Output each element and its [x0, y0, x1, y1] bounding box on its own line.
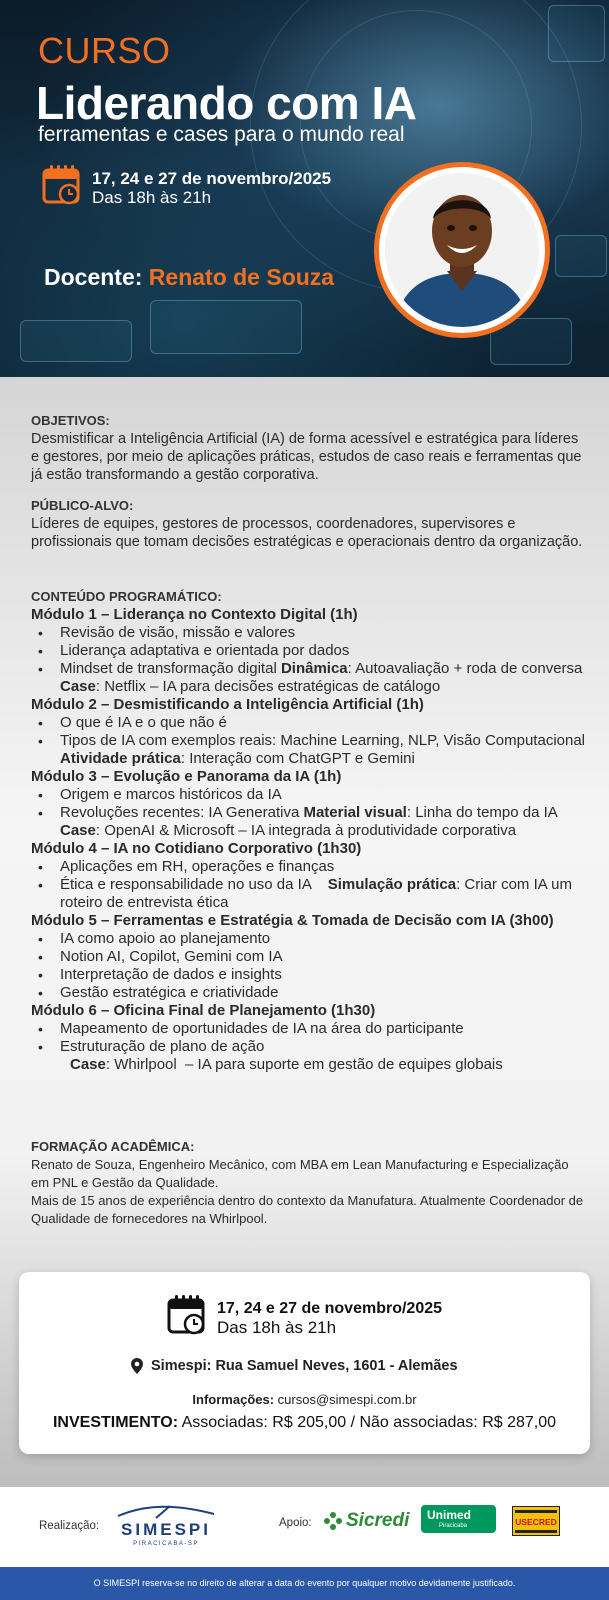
list-item: • O que é IA e o que não é [60, 714, 587, 732]
list-item: • Tipos de IA com exemplos reais: Machine Learning, NLP, Visão Computacional Atividade prática: Interação com ChatGPT e Gemini [60, 732, 587, 768]
docente-name: Renato de Souza [148, 264, 335, 290]
hero-date-text: 17, 24 e 27 de novembro/2025 [92, 168, 332, 188]
simespi-subtitle: PIRACICABA-SP [133, 1541, 199, 1547]
simespi-wordmark: SIMESPI [121, 1520, 211, 1539]
list-item: • Interpretação de dados e insights [60, 966, 587, 984]
unimed-logo [421, 1505, 496, 1533]
sponsors-footer [0, 1487, 609, 1567]
course-kicker: CURSO [38, 30, 171, 71]
list-item: • Mapeamento de oportunidades de IA na área do participante [60, 1020, 587, 1038]
module-title: Módulo 4 – IA no Cotidiano Corporativo (1h30) [31, 840, 362, 857]
tech-panel-decoration [555, 235, 607, 277]
objetivos-heading: OBJETIVOS: [31, 413, 110, 428]
module-title: Módulo 3 – Evolução e Panorama da IA (1h) [31, 768, 342, 785]
investment-prices: Associadas: R$ 205,00 / Não associadas: R$ 287,00 [178, 1414, 557, 1431]
instructor-portrait [385, 173, 539, 327]
list-item: • Notion AI, Copilot, Gemini com IA [60, 948, 587, 966]
unimed-wordmark: Unimed [427, 1508, 472, 1522]
conteudo-section [31, 588, 587, 1074]
module-title: Módulo 2 – Desmistificando a Inteligência Artificial (1h) [31, 696, 424, 713]
list-item: • Ética e responsabilidade no uso da IA Simulação prática: Criar com IA um roteiro de entrevista ética [60, 876, 587, 912]
docente-line [44, 264, 334, 291]
usecred-wordmark: USECRED [515, 1517, 557, 1527]
sicredi-flower-icon [323, 1511, 343, 1531]
simespi-logo [116, 1502, 216, 1552]
usecred-stripe [515, 1530, 557, 1533]
course-subtitle: ferramentas e cases para o mundo real [38, 123, 405, 146]
list-item: • Liderança adaptativa e orientada por dados [60, 642, 587, 660]
card-date-block [167, 1294, 442, 1341]
card-time-text: Das 18h às 21h [217, 1317, 337, 1337]
module-items [31, 858, 587, 912]
list-item: • IA como apoio ao planejamento [60, 930, 587, 948]
address-text: Simespi: Rua Samuel Neves, 1601 - Alemães [151, 1358, 458, 1374]
module-items [31, 624, 587, 696]
module-title: Módulo 5 – Ferramentas e Estratégia & Tomada de Decisão com IA (3h00) [31, 912, 554, 929]
apoio-label: Apoio: [279, 1517, 312, 1529]
course-title: Liderando com IA [36, 77, 417, 129]
sicredi-wordmark: Sicredi [346, 1510, 410, 1531]
list-item: • Mindset de transformação digital Dinâmica: Autoavaliação + roda de conversa Case: Netflix – IA para decisões estratégicas de catálogo [60, 660, 587, 696]
calendar-clock-icon [167, 1294, 207, 1341]
card-date-text: 17, 24 e 27 de novembro/2025 [217, 1299, 443, 1317]
module-title: Módulo 1 – Liderança no Contexto Digital (1h) [31, 606, 358, 623]
formacao-heading: FORMAÇÃO ACADÊMICA: [31, 1139, 195, 1154]
hero-date-block [42, 164, 331, 211]
tech-panel-decoration [548, 5, 605, 62]
module-items [31, 714, 587, 768]
disclaimer-bar: O SIMESPI reserva-se no direito de alterar a data do evento por qualquer motivo devidamente justificado. [0, 1567, 609, 1600]
list-item: • Revoluções recentes: IA Generativa Material visual: Linha do tempo da IA Case: OpenAI & Microsoft – IA integrada à produtividade corporativa [60, 804, 587, 840]
publico-section [31, 497, 587, 551]
sicredi-logo [323, 1510, 409, 1532]
investment-label: INVESTIMENTO: [52, 1414, 179, 1431]
location-pin-icon [131, 1358, 143, 1374]
list-item: • Origem e marcos históricos da IA [60, 786, 587, 804]
docente-label: Docente: [44, 264, 143, 290]
hero-banner [0, 0, 609, 377]
usecred-stripe [515, 1510, 557, 1513]
investment-line [19, 1414, 590, 1432]
publico-heading: PÚBLICO-ALVO: [31, 498, 134, 513]
contact-line [19, 1392, 590, 1407]
list-item: • Aplicações em RH, operações e finanças [60, 858, 587, 876]
unimed-subtitle: Piracicaba [439, 1523, 468, 1529]
contact-email[interactable]: cursos@simespi.com.br [274, 1392, 417, 1407]
module-title: Módulo 6 – Oficina Final de Planejamento (1h30) [31, 1002, 376, 1019]
realizacao-label: Realização: [39, 1520, 100, 1532]
list-item: • Estruturação de plano de ação [60, 1038, 587, 1056]
usecred-logo [512, 1506, 560, 1536]
formacao-section [31, 1138, 587, 1228]
module-items [31, 930, 587, 1002]
formacao-text-1: Renato de Souza, Engenheiro Mecânico, com MBA em Lean Manufacturing e Especialização em PNL e Gestão da Qualidade. [31, 1157, 569, 1190]
conteudo-heading: CONTEÚDO PROGRAMÁTICO: [31, 589, 222, 604]
formacao-text-2: Mais de 15 anos de experiência dentro do contexto da Manufatura. Atualmente Coordenador de Qualidade de fornecedores na Whirlpool. [31, 1193, 584, 1226]
contact-label: Informações: [192, 1392, 275, 1407]
tech-panel-decoration [20, 320, 132, 362]
module-items [31, 786, 587, 840]
instructor-photo [374, 162, 550, 338]
module-case-line: Case: Whirlpool – IA para suporte em gestão de equipes globais [70, 1056, 503, 1073]
publico-text: Líderes de equipes, gestores de processos, coordenadores, supervisores e profissionais que tomam decisões estratégicas e operacionais dentro da organização. [31, 516, 583, 550]
address-line [131, 1358, 458, 1374]
list-item: • Gestão estratégica e criatividade [60, 984, 587, 1002]
objetivos-section [31, 412, 587, 484]
module-items [31, 1020, 587, 1056]
hero-time-text: Das 18h às 21h [92, 187, 212, 207]
list-item: • Revisão de visão, missão e valores [60, 624, 587, 642]
tech-panel-decoration [150, 300, 302, 354]
calendar-clock-icon [42, 164, 82, 211]
objetivos-text: Desmistificar a Inteligência Artificial (IA) de forma acessível e estratégica para líderes e gestores, por meio de aplicações práticas, estudos de caso reais e ferramentas que já estão transformando a gestão corporativa. [31, 431, 582, 483]
event-info-card [19, 1272, 590, 1454]
